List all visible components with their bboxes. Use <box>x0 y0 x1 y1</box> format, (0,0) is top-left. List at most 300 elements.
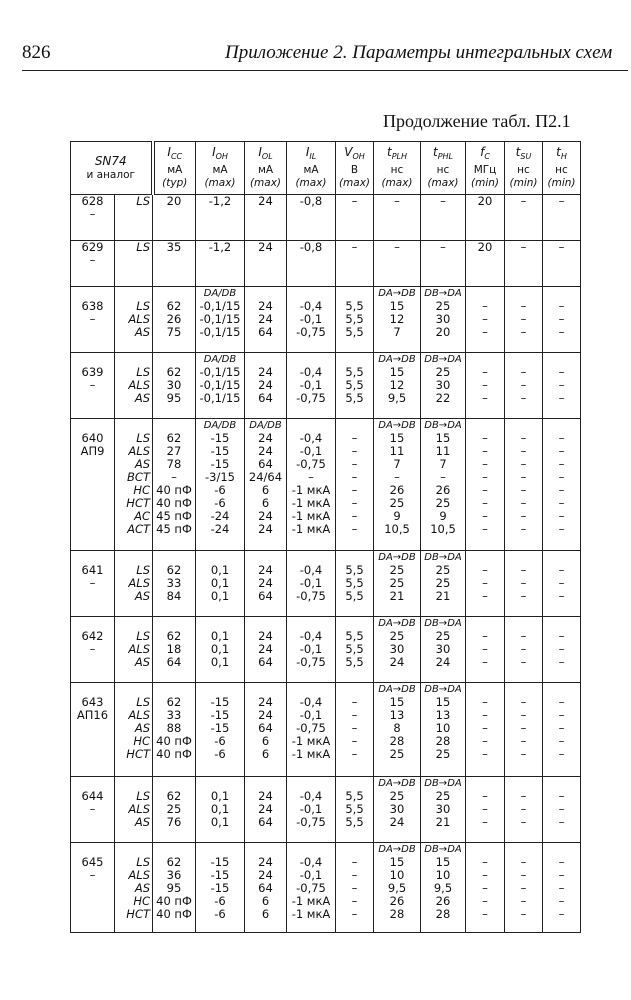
cell-value: -0,8 <box>299 194 323 208</box>
cell-value: – <box>558 240 565 254</box>
cell-value: 0,1 <box>210 789 230 803</box>
cell-value: ALS <box>128 802 150 816</box>
cell-value: – <box>482 747 488 761</box>
cell-value: – <box>558 522 565 536</box>
cell-value: LS <box>136 695 150 709</box>
cell-fc <box>466 195 505 241</box>
cell-value: 95 <box>166 391 182 405</box>
cell-value: – <box>520 483 527 497</box>
cell-value: – <box>520 881 527 895</box>
cell-value: 24 <box>258 576 273 590</box>
cell-value: 62 <box>166 563 182 577</box>
cell-value: 7 <box>393 457 401 471</box>
cell-value: 18 <box>166 642 182 656</box>
cell-value: 25 <box>389 576 405 590</box>
cell-tsu <box>505 241 543 287</box>
cell-value: LS <box>136 563 150 577</box>
cell-value: 6 <box>261 894 270 908</box>
cell-value: 628 <box>81 194 104 208</box>
cell-value: – <box>520 747 527 761</box>
cell-value: 24 <box>389 655 405 669</box>
cell-value: 40 пФ <box>156 483 192 497</box>
cell-value: DB→DA <box>424 420 462 431</box>
cell-iil <box>287 241 336 287</box>
cell-value: 20 <box>477 194 493 208</box>
cell-value: DA→DB <box>378 778 416 789</box>
cell-th <box>543 419 581 551</box>
header-unit: мА <box>303 163 319 176</box>
running-title: Приложение 2. Параметры интегральных схем <box>225 42 613 63</box>
cell-value: 30 <box>435 378 451 392</box>
cell-value: DB→DA <box>424 684 462 695</box>
cell-value: – <box>482 655 488 669</box>
cell-value: ALS <box>128 378 150 392</box>
header-subscript: PLH <box>391 152 407 162</box>
cell-value: – <box>520 642 527 656</box>
cell-tsu <box>505 617 543 683</box>
cell-value: -0,1 <box>299 444 323 458</box>
cell-value: 13 <box>389 708 405 722</box>
cell-fam <box>115 419 153 551</box>
cell-value: 9 <box>439 509 447 523</box>
table-row <box>71 195 581 241</box>
cell-value: 30 <box>435 642 451 656</box>
header-range: (max) <box>295 176 327 189</box>
header-unit: В <box>350 163 359 176</box>
cell-value: -0,75 <box>296 391 326 405</box>
cell-tphl <box>421 683 466 777</box>
cell-value: 7 <box>393 325 401 339</box>
cell-value: 6 <box>261 747 270 761</box>
cell-value: – <box>482 325 488 339</box>
header-symbol: f <box>480 145 485 160</box>
cell-value: 64 <box>258 655 273 669</box>
cell-value: – <box>558 734 565 748</box>
header-subscript: C <box>484 152 490 162</box>
cell-value: – <box>351 868 358 882</box>
cell-value: 26 <box>166 312 182 326</box>
cell-value: – <box>351 431 358 445</box>
table-row <box>71 287 581 353</box>
cell-value: – <box>482 629 488 643</box>
header-range: (typ) <box>162 176 188 189</box>
cell-value: – <box>558 457 565 471</box>
table-continuation-caption: Продолжение табл. П2.1 <box>383 111 571 131</box>
cell-value: – <box>351 734 358 748</box>
cell-value: – <box>520 563 527 577</box>
cell-value: – <box>558 299 565 313</box>
cell-icc <box>153 241 196 287</box>
cell-value: -1 мкА <box>291 509 331 523</box>
cell-value: 62 <box>166 299 182 313</box>
cell-value: – <box>171 470 177 484</box>
cell-value: 45 пФ <box>156 522 192 536</box>
cell-voh <box>336 419 374 551</box>
cell-value: -1 мкА <box>291 734 331 748</box>
header-symbol: I <box>305 145 310 160</box>
cell-tplh <box>374 683 421 777</box>
cell-value: – <box>89 642 96 656</box>
cell-value: AS <box>134 655 150 669</box>
cell-value: – <box>558 509 565 523</box>
cell-value: 95 <box>166 881 182 895</box>
cell-voh <box>336 683 374 777</box>
cell-value: – <box>351 721 358 735</box>
cell-tsu <box>505 419 543 551</box>
cell-fam <box>115 241 153 287</box>
cell-value: – <box>482 457 488 471</box>
cell-value: – <box>89 802 96 816</box>
cell-value: 15 <box>435 855 451 869</box>
cell-value: 88 <box>166 721 182 735</box>
cell-value: 7 <box>439 457 447 471</box>
cell-value: DA/DB <box>203 288 237 299</box>
cell-value: – <box>558 563 565 577</box>
cell-ioh <box>196 419 245 551</box>
cell-value: 62 <box>166 695 182 709</box>
cell-value: – <box>520 240 527 254</box>
cell-name <box>71 777 115 843</box>
cell-value: – <box>558 365 565 379</box>
cell-tsu <box>505 195 543 241</box>
cell-value: -1 мкА <box>291 894 331 908</box>
cell-value: 10,5 <box>384 522 410 536</box>
cell-value: 24 <box>258 642 273 656</box>
cell-value: -24 <box>210 509 230 523</box>
cell-value: – <box>520 325 527 339</box>
cell-value: 20 <box>435 325 451 339</box>
cell-value: -0,75 <box>296 815 326 829</box>
cell-value: 11 <box>389 444 405 458</box>
cell-icc <box>153 683 196 777</box>
cell-value: – <box>482 563 488 577</box>
cell-value: -15 <box>210 695 230 709</box>
cell-value: DA→DB <box>378 844 416 855</box>
cell-value: 78 <box>166 457 182 471</box>
cell-value: 6 <box>261 734 270 748</box>
header-unit: нс <box>436 163 450 176</box>
cell-tplh <box>374 551 421 617</box>
cell-value: 62 <box>166 365 182 379</box>
cell-value: 5,5 <box>345 563 364 577</box>
cell-value: 6 <box>261 483 270 497</box>
cell-value: – <box>558 470 565 484</box>
cell-value: – <box>394 194 400 208</box>
cell-value: 40 пФ <box>156 894 192 908</box>
cell-value: – <box>558 576 565 590</box>
header-symbol: I <box>212 145 216 160</box>
cell-value: -0,75 <box>296 721 326 735</box>
cell-th <box>543 777 581 843</box>
cell-value: -0,75 <box>296 589 326 603</box>
cell-value: AS <box>134 815 150 829</box>
header-col <box>543 142 581 195</box>
cell-value: 20 <box>166 194 182 208</box>
cell-value: -15 <box>210 708 230 722</box>
cell-fam <box>115 287 153 353</box>
cell-icc <box>153 419 196 551</box>
cell-value: 6 <box>261 496 270 510</box>
header-unit: мА <box>257 163 274 176</box>
cell-value: -0,1/15 <box>199 312 241 326</box>
cell-value: 10 <box>435 868 451 882</box>
cell-value: -0,1 <box>299 868 323 882</box>
parameters-table <box>70 141 581 933</box>
table-row <box>71 241 581 287</box>
cell-tsu <box>505 287 543 353</box>
cell-value: – <box>558 894 565 908</box>
cell-value: 8 <box>393 721 401 735</box>
cell-value: -0,4 <box>299 299 323 313</box>
cell-value: -0,75 <box>296 325 326 339</box>
cell-value: -3/15 <box>205 470 235 484</box>
cell-value: 25 <box>166 802 182 816</box>
header-col <box>374 142 421 195</box>
cell-value: 13 <box>435 708 451 722</box>
cell-value: 33 <box>166 576 182 590</box>
cell-value: 28 <box>435 907 451 921</box>
header-unit: нс <box>517 163 530 176</box>
cell-value: – <box>351 194 358 208</box>
header-range: (min) <box>547 176 576 189</box>
cell-value: – <box>482 907 488 921</box>
cell-value: 15 <box>389 431 405 445</box>
cell-value: – <box>351 894 358 908</box>
cell-th <box>543 617 581 683</box>
cell-value: AS <box>134 881 150 895</box>
cell-tplh <box>374 777 421 843</box>
cell-value: LS <box>136 240 150 254</box>
cell-value: – <box>482 299 488 313</box>
cell-value: – <box>520 365 527 379</box>
cell-value: – <box>520 457 527 471</box>
cell-value: 5,5 <box>345 365 364 379</box>
header-col <box>421 142 466 195</box>
cell-value: -1,2 <box>208 240 232 254</box>
cell-tphl <box>421 551 466 617</box>
cell-value: DA→DB <box>378 288 416 299</box>
cell-name <box>71 287 115 353</box>
cell-value: 5,5 <box>345 325 364 339</box>
cell-value: -0,75 <box>296 655 326 669</box>
cell-value: 40 пФ <box>156 907 192 921</box>
cell-value: – <box>520 695 527 709</box>
cell-value: AS <box>134 589 150 603</box>
header-subscript: OH <box>215 152 228 162</box>
cell-value: 9 <box>393 509 401 523</box>
cell-value: 64 <box>258 325 273 339</box>
cell-value: – <box>482 868 488 882</box>
cell-value: – <box>351 747 358 761</box>
cell-value: 24 <box>258 509 273 523</box>
cell-tphl <box>421 777 466 843</box>
cell-value: -0,4 <box>299 431 323 445</box>
cell-tplh <box>374 617 421 683</box>
cell-value: 24 <box>258 563 273 577</box>
cell-value: 10,5 <box>430 522 456 536</box>
header-subscript: OL <box>261 152 273 162</box>
cell-value: – <box>482 365 488 379</box>
cell-value: – <box>482 855 488 869</box>
cell-value: 27 <box>166 444 182 458</box>
cell-value: – <box>558 855 565 869</box>
cell-value: 12 <box>389 378 405 392</box>
cell-value: – <box>351 483 358 497</box>
cell-value: 30 <box>435 802 451 816</box>
header-symbol: t <box>556 145 561 160</box>
cell-value: 25 <box>435 496 451 510</box>
cell-value: 64 <box>258 881 273 895</box>
cell-icc <box>153 287 196 353</box>
cell-value: LS <box>136 789 150 803</box>
cell-value: – <box>482 881 488 895</box>
header-unit: и аналог <box>86 168 136 181</box>
cell-value: – <box>482 509 488 523</box>
cell-value: 25 <box>435 299 451 313</box>
cell-value: ACT <box>127 522 150 536</box>
cell-value: 24 <box>435 655 451 669</box>
header-subscript: CC <box>170 152 183 162</box>
cell-iil <box>287 617 336 683</box>
cell-value: ALS <box>128 868 150 882</box>
cell-value: – <box>351 240 358 254</box>
cell-name <box>71 195 115 241</box>
cell-value: -1 мкА <box>291 522 331 536</box>
cell-value: 12 <box>389 312 405 326</box>
cell-value: AS <box>134 325 150 339</box>
cell-value: – <box>482 470 488 484</box>
cell-value: 0,1 <box>210 642 230 656</box>
cell-value: – <box>558 194 565 208</box>
cell-value: 25 <box>435 576 451 590</box>
cell-ioh <box>196 683 245 777</box>
cell-value: – <box>520 589 527 603</box>
cell-icc <box>153 843 196 933</box>
cell-value: – <box>520 815 527 829</box>
cell-value: ALS <box>128 444 150 458</box>
header-symbol: V <box>344 145 353 160</box>
cell-value: 24 <box>258 194 273 208</box>
cell-value: AC <box>134 509 150 523</box>
cell-value: 5,5 <box>345 629 364 643</box>
table-row <box>71 843 581 933</box>
cell-value: – <box>482 721 488 735</box>
cell-value: – <box>482 522 488 536</box>
cell-value: 62 <box>166 855 182 869</box>
cell-value: 0,1 <box>210 563 230 577</box>
cell-value: 9,5 <box>387 391 407 405</box>
cell-value: – <box>89 253 96 267</box>
cell-value: – <box>558 789 565 803</box>
cell-value: 0,1 <box>210 815 230 829</box>
cell-value: ALS <box>128 576 150 590</box>
cell-value: 24 <box>258 240 273 254</box>
cell-value: 15 <box>435 695 451 709</box>
cell-name <box>71 843 115 933</box>
cell-value: – <box>482 802 488 816</box>
cell-value: 64 <box>258 589 273 603</box>
cell-iol <box>245 353 287 419</box>
cell-icc <box>153 353 196 419</box>
cell-iol <box>245 683 287 777</box>
cell-value: 30 <box>389 802 405 816</box>
cell-value: – <box>482 431 488 445</box>
cell-value: -6 <box>214 747 226 761</box>
cell-tplh <box>374 353 421 419</box>
cell-iil <box>287 195 336 241</box>
cell-value: – <box>308 470 314 484</box>
cell-fam <box>115 843 153 933</box>
cell-value: – <box>520 868 527 882</box>
cell-value: LS <box>136 365 150 379</box>
cell-value: – <box>520 802 527 816</box>
cell-value: – <box>558 695 565 709</box>
cell-ioh <box>196 195 245 241</box>
cell-value: – <box>482 444 488 458</box>
cell-value: 24 <box>258 629 273 643</box>
cell-value: -15 <box>210 721 230 735</box>
cell-value: 15 <box>435 431 451 445</box>
cell-value: 25 <box>389 789 405 803</box>
cell-iil <box>287 683 336 777</box>
header-col <box>505 142 543 195</box>
cell-value: – <box>558 589 565 603</box>
cell-name <box>71 683 115 777</box>
cell-value: AS <box>134 391 150 405</box>
cell-value: -0,1 <box>299 312 323 326</box>
cell-value: – <box>482 695 488 709</box>
cell-value: 64 <box>258 721 273 735</box>
cell-value: – <box>520 391 527 405</box>
cell-value: 21 <box>389 589 405 603</box>
cell-value: -24 <box>210 522 230 536</box>
cell-voh <box>336 551 374 617</box>
cell-value: – <box>520 655 527 669</box>
cell-value: – <box>351 457 358 471</box>
cell-value: – <box>520 907 527 921</box>
cell-value: 0,1 <box>210 655 230 669</box>
cell-value: -0,1 <box>299 378 323 392</box>
header-col <box>287 142 336 195</box>
cell-value: 642 <box>81 629 104 643</box>
header-symbol: t <box>386 145 392 160</box>
cell-value: 640 <box>81 431 104 445</box>
cell-value: 5,5 <box>345 815 364 829</box>
cell-icc <box>153 617 196 683</box>
cell-value: – <box>520 855 527 869</box>
cell-name <box>71 419 115 551</box>
cell-tphl <box>421 195 466 241</box>
cell-value: -1,2 <box>208 194 232 208</box>
header-col <box>466 142 505 195</box>
cell-value: 28 <box>389 907 405 921</box>
cell-value: -0,1/15 <box>199 378 241 392</box>
cell-value: -0,1 <box>299 708 323 722</box>
cell-value: -0,4 <box>299 563 323 577</box>
cell-name <box>71 241 115 287</box>
cell-value: – <box>520 470 527 484</box>
cell-value: 30 <box>435 312 451 326</box>
cell-value: – <box>558 391 565 405</box>
cell-value: 28 <box>435 734 451 748</box>
cell-value: – <box>482 312 488 326</box>
cell-value: -0,4 <box>299 629 323 643</box>
header-subscript: IL <box>309 152 317 162</box>
cell-value: -15 <box>210 444 230 458</box>
cell-value: – <box>482 576 488 590</box>
cell-value: DB→DA <box>424 552 462 563</box>
cell-fc <box>466 419 505 551</box>
